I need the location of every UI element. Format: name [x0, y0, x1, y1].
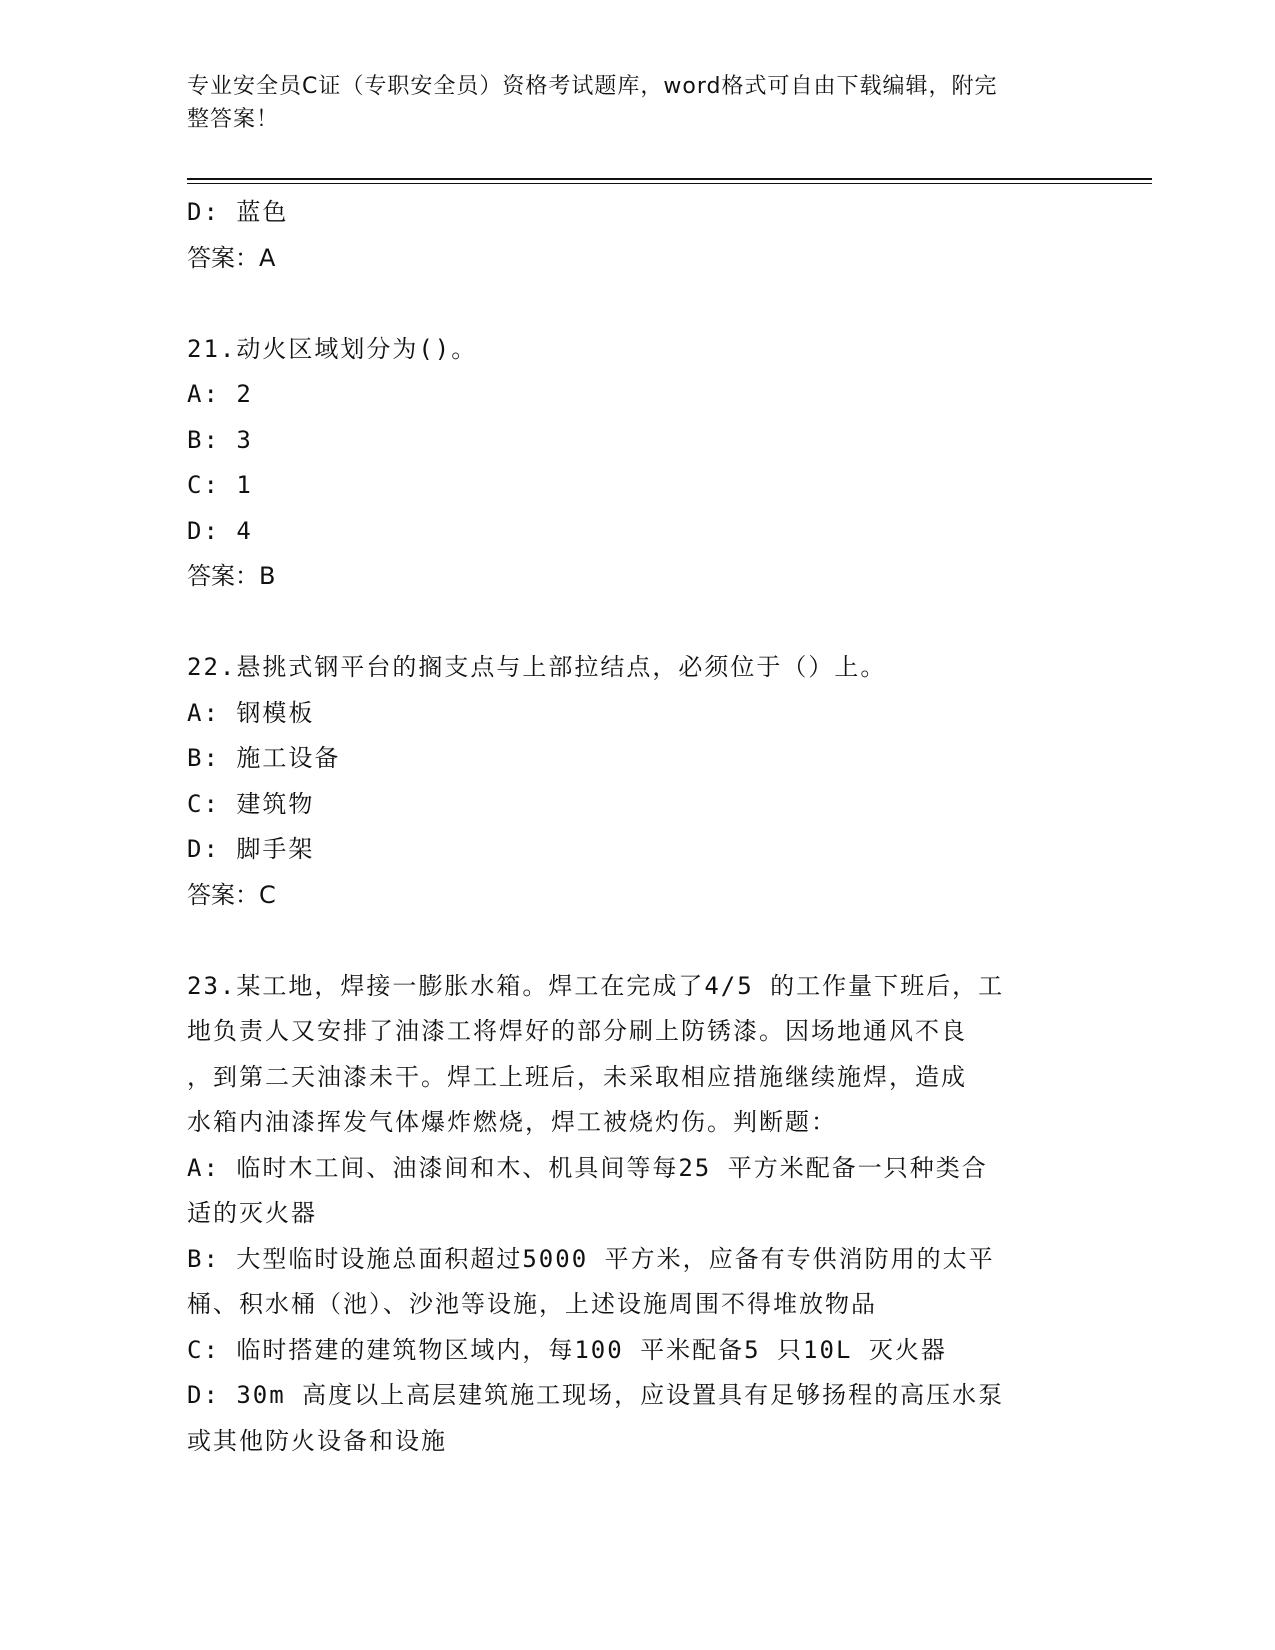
answer-line: 答案：A — [187, 243, 276, 272]
spacer — [187, 600, 1087, 646]
option-a: A: 2 — [187, 380, 253, 408]
question-stem-line: 23.某工地，焊接一膨胀水箱。焊工在完成了4/5 的工作量下班后，工 — [187, 971, 1005, 1000]
header-divider-thick — [187, 178, 1152, 180]
document-header — [187, 70, 1067, 136]
option-d: D: 脚手架 — [187, 835, 315, 863]
option-b: B: 施工设备 — [187, 744, 341, 772]
question-stem: 22.悬挑式钢平台的搁支点与上部拉结点，必须位于（）上。 — [187, 653, 887, 681]
header-line-1: 专业安全员C证（专职安全员）资格考试题库，word格式可自由下载编辑，附完 — [187, 74, 998, 99]
option-a-line: 适的灭火器 — [187, 1199, 317, 1227]
header-line-2: 整答案！ — [187, 107, 280, 132]
question-stem-line: ，到第二天油漆未干。焊工上班后，未采取相应措施继续施焊，造成 — [187, 1062, 967, 1091]
option-d-line: 或其他防火设备和设施 — [187, 1426, 447, 1455]
spacer — [187, 918, 1087, 964]
option-a-line: A: 临时木工间、油漆间和木、机具间等每25 平方米配备一只种类合 — [187, 1153, 988, 1182]
prev-question-tail — [187, 190, 1087, 281]
question-22 — [187, 645, 1087, 918]
question-stem-line: 水箱内油漆挥发气体爆炸燃烧，焊工被烧灼伤。判断题： — [187, 1108, 837, 1136]
answer-line: 答案：C — [187, 880, 276, 909]
question-stem-line: 地负责人又安排了油漆工将焊好的部分刷上防锈漆。因场地通风不良 — [187, 1017, 967, 1045]
option-c: C: 建筑物 — [187, 789, 315, 818]
answer-line: 答案：B — [187, 562, 276, 590]
option-b-line: 桶、积水桶（池）、沙池等设施，上述设施周围不得堆放物品 — [187, 1290, 877, 1318]
question-list — [187, 190, 1087, 1464]
spacer — [187, 281, 1087, 327]
option-b: B: 3 — [187, 425, 253, 454]
option-d: D: 4 — [187, 516, 253, 545]
option-c-line: C: 临时搭建的建筑物区域内，每100 平米配备5 只10L 灭火器 — [187, 1335, 947, 1364]
question-stem: 21.动火区域划分为()。 — [187, 334, 478, 363]
option-b-line: B: 大型临时设施总面积超过5000 平方米，应备有专供消防用的太平 — [187, 1244, 995, 1273]
option-d: D: 蓝色 — [187, 198, 289, 226]
option-c: C: 1 — [187, 471, 253, 499]
question-23 — [187, 964, 1087, 1465]
header-divider-thin — [187, 183, 1152, 184]
option-a: A: 钢模板 — [187, 698, 315, 727]
question-21 — [187, 327, 1087, 600]
option-d-line: D: 30m 高度以上高层建筑施工现场，应设置具有足够扬程的高压水泵 — [187, 1381, 1005, 1409]
